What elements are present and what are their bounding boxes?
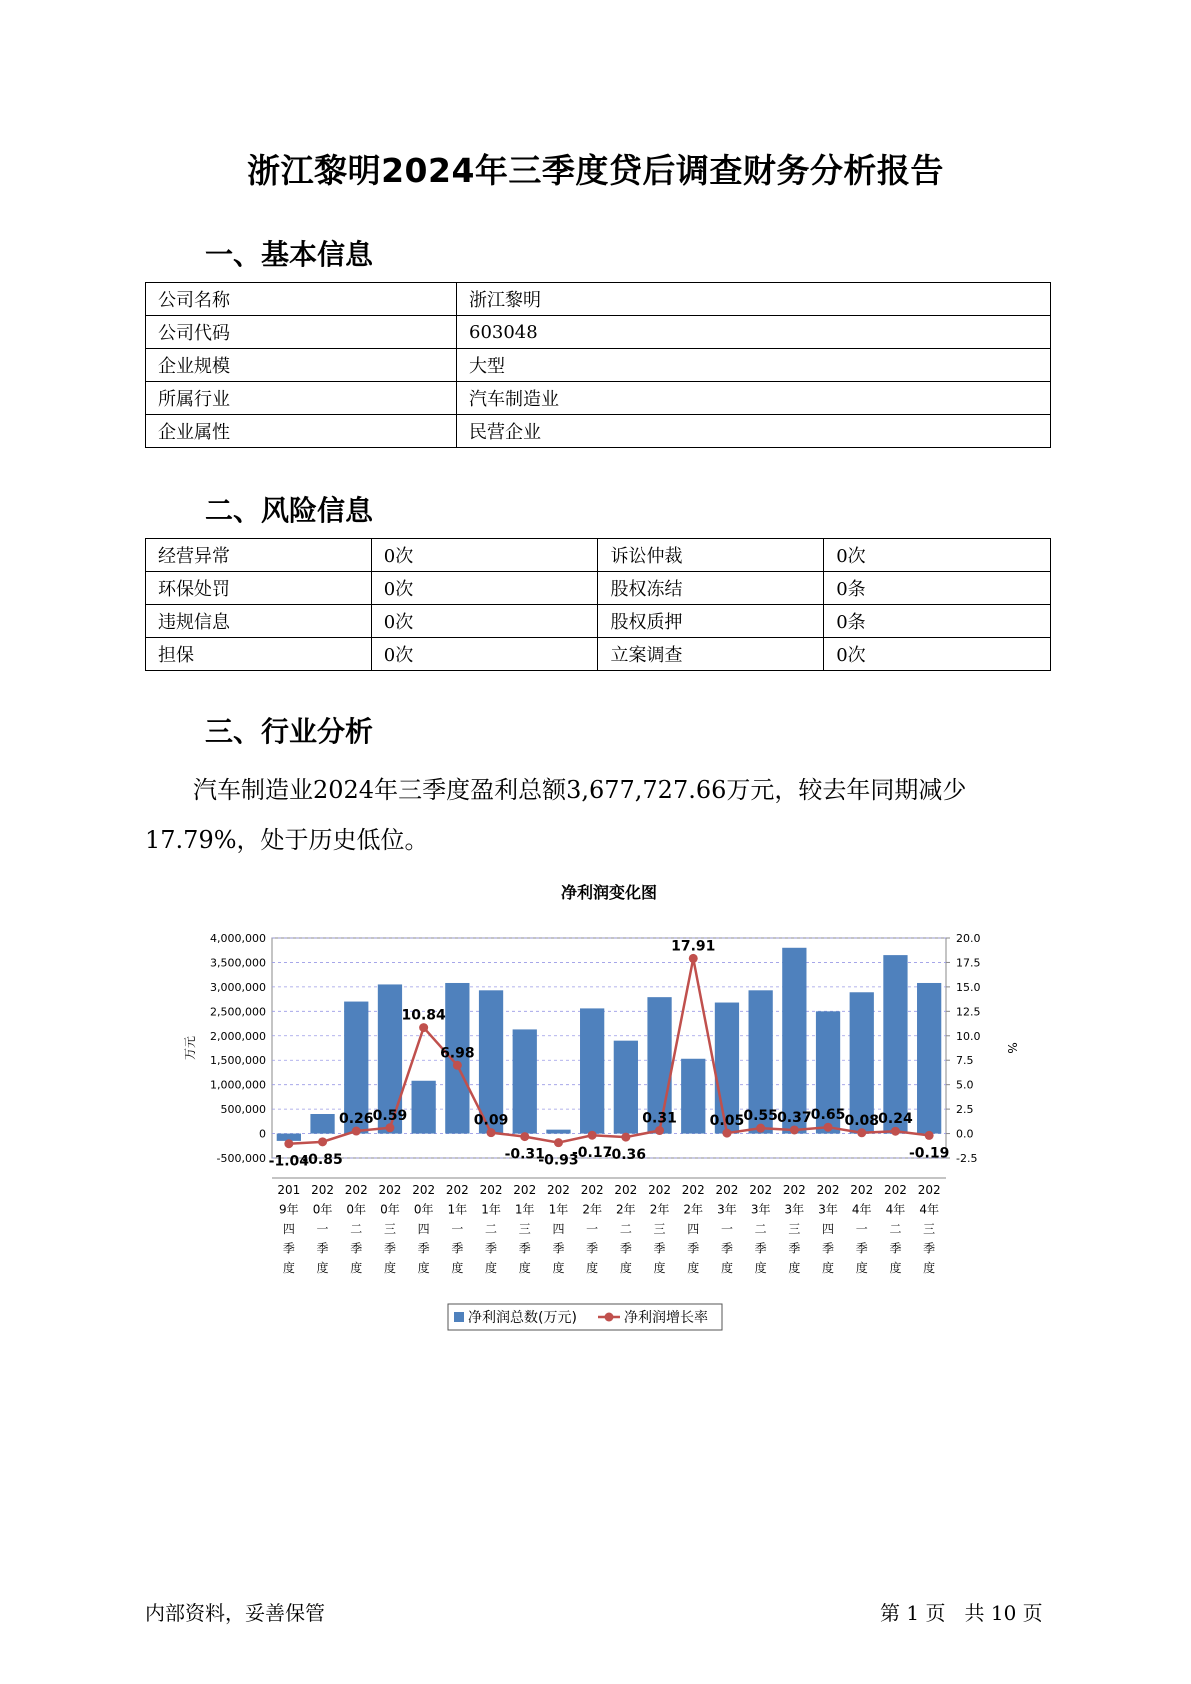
section-title-risk: 二、风险信息 (205, 494, 374, 527)
growth-rate-point (385, 1123, 394, 1132)
growth-rate-label: 6.98 (440, 1045, 475, 1062)
x-tick-label-line: 四 (687, 1222, 700, 1236)
x-tick-label (884, 1183, 907, 1275)
risk-info-value: 0次 (824, 539, 1051, 572)
x-tick-label-line: 一 (316, 1222, 329, 1236)
x-tick-label (378, 1183, 401, 1275)
risk-info-value: 0次 (371, 605, 598, 638)
risk-info-value: 0次 (371, 638, 598, 671)
x-tick-label-line: 季 (451, 1241, 464, 1256)
growth-rate-label: 0.37 (777, 1109, 812, 1126)
x-tick-label-line: 3年 (784, 1202, 805, 1217)
x-tick-label-line: 季 (923, 1241, 936, 1256)
chart-bar (580, 1008, 604, 1133)
x-tick-label (682, 1183, 705, 1275)
growth-rate-label: -0.19 (908, 1145, 950, 1162)
growth-rate-label: -0.31 (504, 1146, 545, 1163)
legend-bar-label: 净利润总数(万元) (468, 1310, 577, 1326)
x-tick-label-line: 0年 (413, 1202, 434, 1217)
x-tick-label-line: 一 (586, 1222, 599, 1236)
x-tick-label-line: 季 (586, 1241, 599, 1256)
x-tick-label-line: 二 (485, 1222, 498, 1236)
x-tick-label-line: 度 (485, 1261, 498, 1275)
x-tick-label-line: 3年 (750, 1202, 771, 1217)
right-tick-label: 20.0 (956, 932, 981, 945)
chart-bar (310, 1114, 334, 1134)
left-axis-title: 万元 (183, 1035, 197, 1061)
risk-info-row (146, 572, 1051, 605)
chart-bar (883, 955, 907, 1133)
risk-info-label: 股权质押 (598, 605, 824, 638)
basic-info-label: 公司名称 (146, 283, 457, 316)
basic-info-value: 浙江黎明 (457, 283, 1051, 316)
x-tick-label-line: 季 (316, 1241, 329, 1256)
x-tick-label-line: 1年 (548, 1202, 569, 1217)
x-tick-label-line: 三 (788, 1222, 801, 1236)
x-tick-label-line: 三 (518, 1222, 531, 1236)
page-title: 浙江黎明2024年三季度贷后调查财务分析报告 (247, 151, 944, 190)
net-profit-chart (180, 880, 1019, 1340)
growth-rate-label: 17.91 (671, 938, 716, 955)
risk-info-label: 股权冻结 (598, 572, 824, 605)
growth-rate-label: 0.31 (642, 1110, 677, 1127)
right-tick-label: 12.5 (956, 1005, 981, 1019)
x-tick-label-line: 季 (552, 1241, 565, 1256)
x-tick-label (614, 1183, 637, 1275)
legend-line-marker (605, 1313, 614, 1322)
growth-rate-point (520, 1132, 529, 1141)
chart-title: 净利润变化图 (560, 883, 658, 902)
x-tick-label-line: 季 (788, 1241, 801, 1256)
x-tick-label-line: 一 (855, 1222, 868, 1236)
left-tick-label: 4,000,000 (210, 932, 266, 945)
risk-info-value: 0次 (824, 638, 1051, 671)
x-tick-label-line: 4年 (885, 1202, 906, 1217)
x-tick-label-line: 四 (417, 1222, 430, 1236)
risk-info-table (145, 538, 1051, 671)
x-tick-label-line: 季 (889, 1241, 902, 1256)
growth-rate-point (790, 1125, 799, 1134)
risk-info-label: 经营异常 (146, 539, 372, 572)
x-tick-label-line: 202 (479, 1183, 503, 1197)
x-tick-label-line: 度 (653, 1261, 666, 1275)
x-tick-label-line: 度 (316, 1261, 329, 1275)
left-tick-label: 1,000,000 (210, 1078, 266, 1092)
x-tick-label-line: 度 (282, 1261, 295, 1275)
x-tick-label-line: 202 (513, 1183, 537, 1197)
x-tick-label-line: 1年 (447, 1202, 468, 1217)
x-tick-label-line: 2年 (582, 1202, 602, 1217)
growth-rate-point (588, 1131, 597, 1140)
growth-rate-point (352, 1127, 361, 1136)
left-tick-label: 2,000,000 (210, 1029, 266, 1043)
basic-info-value: 民营企业 (457, 415, 1051, 448)
x-tick-label (311, 1183, 334, 1275)
x-tick-label-line: 度 (923, 1261, 936, 1275)
x-tick-label-line: 202 (344, 1183, 368, 1197)
x-tick-label-line: 2年 (616, 1202, 636, 1217)
left-tick-label: 0 (259, 1127, 266, 1141)
basic-info-row (146, 349, 1051, 382)
x-tick-label-line: 0年 (312, 1202, 333, 1217)
growth-rate-point (857, 1128, 866, 1137)
industry-paragraph: 汽车制造业2024年三季度盈利总额3,677,727.66万元，较去年同期减少17.79%，处于历史低位。 (145, 776, 967, 854)
x-tick-label-line: 202 (580, 1183, 604, 1197)
growth-rate-label: 0.59 (372, 1107, 408, 1124)
x-tick-label-line: 度 (350, 1261, 363, 1275)
basic-info-label: 企业属性 (146, 415, 457, 448)
x-tick-label-line: 0年 (346, 1202, 367, 1217)
x-tick-label-line: 季 (282, 1241, 295, 1256)
x-tick-label-line: 季 (485, 1241, 498, 1256)
x-tick-label-line: 三 (383, 1222, 396, 1236)
x-tick-label (918, 1183, 941, 1275)
x-tick-label-line: 2年 (683, 1202, 704, 1217)
risk-info-value: 0条 (824, 572, 1051, 605)
basic-info-table (145, 282, 1051, 448)
x-tick-label-line: 度 (383, 1261, 396, 1275)
growth-rate-label: -0.85 (302, 1151, 343, 1168)
x-tick-label-line: 202 (648, 1183, 672, 1197)
growth-rate-point (284, 1139, 293, 1148)
right-axis-title: % (1005, 1042, 1019, 1054)
x-tick-label-line: 202 (445, 1183, 469, 1197)
x-tick-label (345, 1183, 368, 1275)
x-tick-label (850, 1183, 873, 1275)
x-tick-label-line: 四 (282, 1222, 295, 1236)
section-title-industry: 三、行业分析 (205, 715, 374, 748)
growth-rate-label: -0.93 (538, 1152, 579, 1169)
chart-bar (513, 1029, 537, 1133)
growth-rate-label: 0.09 (473, 1112, 509, 1129)
growth-rate-label: 0.05 (709, 1113, 745, 1130)
right-tick-label: 10.0 (956, 1029, 981, 1043)
x-tick-label (648, 1183, 671, 1275)
left-tick-label: -500,000 (216, 1152, 266, 1165)
x-tick-label-line: 度 (586, 1261, 599, 1275)
risk-info-label: 担保 (146, 638, 372, 671)
basic-info-row (146, 382, 1051, 415)
x-tick-label-line: 202 (749, 1183, 773, 1197)
risk-info-row (146, 539, 1051, 572)
x-tick-label (412, 1183, 435, 1275)
growth-rate-label: 0.24 (878, 1111, 913, 1128)
chart-bar (782, 948, 806, 1134)
x-tick-label-line: 季 (518, 1241, 531, 1256)
section-title-basic: 一、基本信息 (205, 238, 374, 271)
x-tick-label-line: 二 (889, 1222, 902, 1236)
basic-info-row (146, 316, 1051, 349)
growth-rate-point (318, 1137, 327, 1146)
x-tick-label-line: 202 (715, 1183, 739, 1197)
x-tick-label (817, 1183, 840, 1275)
x-tick-label-line: 202 (614, 1183, 638, 1197)
growth-rate-point (453, 1061, 462, 1070)
growth-rate-label: 0.08 (844, 1112, 880, 1129)
x-tick-label-line: 202 (917, 1183, 941, 1197)
x-tick-label (547, 1183, 570, 1275)
right-tick-label: 15.0 (956, 980, 981, 994)
risk-info-row (146, 605, 1051, 638)
page-number: 第 1 页 共 10 页 (880, 1601, 1043, 1625)
right-tick-label: 17.5 (956, 956, 981, 970)
footer-note: 内部资料，妥善保管 (145, 1601, 325, 1625)
left-tick-label: 3,500,000 (210, 956, 266, 970)
x-tick-label-line: 度 (417, 1261, 430, 1275)
left-tick-label: 1,500,000 (210, 1054, 266, 1068)
x-tick-label-line: 201 (277, 1183, 301, 1197)
x-tick-label-line: 季 (754, 1241, 767, 1256)
x-tick-label-line: 一 (720, 1222, 733, 1236)
x-tick-label-line: 4年 (919, 1202, 939, 1217)
x-tick-label-line: 度 (855, 1261, 868, 1275)
x-tick-label-line: 三 (653, 1222, 666, 1236)
x-tick-label-line: 四 (552, 1222, 565, 1236)
growth-rate-point (689, 954, 698, 963)
growth-rate-point (655, 1126, 664, 1135)
risk-info-label: 违规信息 (146, 605, 372, 638)
x-tick-label-line: 二 (619, 1222, 632, 1236)
growth-rate-point (756, 1124, 765, 1133)
x-tick-label-line: 季 (653, 1241, 666, 1256)
left-tick-label: 3,000,000 (210, 980, 266, 994)
right-tick-label: -2.5 (956, 1152, 978, 1165)
net-profit-chart-svg (180, 880, 1019, 1340)
growth-rate-label: 0.65 (810, 1107, 846, 1124)
x-tick-label-line: 二 (350, 1222, 363, 1236)
basic-info-row (146, 283, 1051, 316)
x-tick-label (513, 1183, 536, 1275)
x-tick-label-line: 季 (687, 1241, 700, 1256)
x-tick-label-line: 9年 (279, 1202, 299, 1217)
x-tick-label-line: 季 (822, 1241, 835, 1256)
x-tick-label-line: 度 (788, 1261, 801, 1275)
x-tick-label-line: 3年 (717, 1202, 737, 1217)
growth-rate-label: -1.04 (268, 1153, 310, 1170)
x-tick-label-line: 度 (451, 1261, 464, 1275)
x-tick-label-line: 202 (782, 1183, 806, 1197)
x-tick-label-line: 度 (822, 1261, 835, 1275)
x-tick-label (783, 1183, 806, 1275)
x-tick-label-line: 度 (687, 1261, 700, 1275)
x-tick-label (715, 1183, 738, 1275)
x-tick-label-line: 0年 (380, 1202, 400, 1217)
growth-rate-label: -0.17 (571, 1145, 613, 1162)
x-tick-label-line: 1年 (514, 1202, 535, 1217)
x-tick-label-line: 4年 (851, 1202, 872, 1217)
x-tick-label-line: 季 (350, 1241, 363, 1256)
x-tick-label-line: 季 (417, 1241, 430, 1256)
x-tick-label-line: 202 (412, 1183, 436, 1197)
left-tick-label: 2,500,000 (210, 1005, 266, 1019)
growth-rate-point (824, 1123, 833, 1132)
growth-rate-point (487, 1128, 496, 1137)
growth-rate-point (419, 1023, 428, 1032)
growth-rate-point (554, 1138, 563, 1147)
risk-info-value: 0条 (824, 605, 1051, 638)
x-tick-label-line: 季 (619, 1241, 632, 1256)
x-tick-label (581, 1183, 604, 1275)
x-tick-label-line: 度 (720, 1261, 733, 1275)
x-tick-label-line: 202 (681, 1183, 705, 1197)
risk-info-label: 诉讼仲裁 (598, 539, 824, 572)
chart-bar (412, 1081, 436, 1134)
x-tick-label-line: 度 (518, 1261, 531, 1275)
right-tick-label: 5.0 (956, 1078, 974, 1092)
basic-info-value: 大型 (457, 349, 1051, 382)
growth-rate-label: -0.36 (605, 1147, 647, 1164)
x-tick-label-line: 三 (923, 1222, 936, 1236)
risk-info-value: 0次 (371, 539, 598, 572)
x-tick-label-line: 202 (311, 1183, 335, 1197)
x-tick-label-line: 度 (552, 1261, 565, 1275)
right-tick-label: 7.5 (956, 1054, 974, 1068)
x-tick-label-line: 1年 (481, 1202, 501, 1217)
x-tick-label-line: 度 (619, 1261, 632, 1275)
basic-info-row (146, 415, 1051, 448)
x-tick-label-line: 季 (383, 1241, 396, 1256)
basic-info-value: 汽车制造业 (457, 382, 1051, 415)
x-tick-label (446, 1183, 469, 1275)
chart-bar (614, 1041, 638, 1134)
legend-bar-swatch (454, 1312, 464, 1322)
risk-info-label: 环保处罚 (146, 572, 372, 605)
basic-info-label: 公司代码 (146, 316, 457, 349)
chart-bar (546, 1130, 570, 1134)
right-tick-label: 2.5 (956, 1103, 974, 1117)
x-tick-label-line: 202 (378, 1183, 402, 1197)
growth-rate-point (925, 1131, 934, 1140)
basic-info-label: 企业规模 (146, 349, 457, 382)
x-tick-label-line: 3年 (818, 1202, 838, 1217)
growth-rate-label: 10.84 (401, 1007, 446, 1024)
growth-rate-label: 0.55 (743, 1108, 778, 1125)
basic-info-label: 所属行业 (146, 382, 457, 415)
x-tick-label-line: 二 (754, 1222, 767, 1236)
x-tick-label-line: 202 (816, 1183, 840, 1197)
risk-info-label: 立案调查 (598, 638, 824, 671)
growth-rate-point (891, 1127, 900, 1136)
growth-rate-point (621, 1133, 630, 1142)
x-tick-label-line: 度 (889, 1261, 902, 1275)
growth-rate-point (722, 1129, 731, 1138)
basic-info-value: 603048 (457, 316, 1051, 349)
growth-rate-label: 0.26 (338, 1111, 374, 1128)
x-tick-label-line: 一 (451, 1222, 464, 1236)
x-tick-label (277, 1183, 300, 1275)
x-tick-label-line: 202 (883, 1183, 907, 1197)
risk-info-value: 0次 (371, 572, 598, 605)
x-tick-label-line: 202 (546, 1183, 570, 1197)
left-tick-label: 500,000 (220, 1103, 266, 1117)
right-tick-label: 0.0 (956, 1127, 974, 1141)
x-tick-label-line: 度 (754, 1261, 767, 1275)
x-tick-label-line: 2年 (649, 1202, 670, 1217)
x-tick-label-line: 季 (855, 1241, 868, 1256)
chart-bar (681, 1059, 705, 1134)
x-tick-label-line: 202 (850, 1183, 874, 1197)
x-tick-label (749, 1183, 772, 1275)
x-tick-label-line: 季 (720, 1241, 733, 1256)
x-tick-label (480, 1183, 503, 1275)
legend-line-label: 净利润增长率 (624, 1310, 708, 1326)
chart-bar (917, 983, 941, 1134)
risk-info-row (146, 638, 1051, 671)
x-tick-label-line: 四 (822, 1222, 835, 1236)
